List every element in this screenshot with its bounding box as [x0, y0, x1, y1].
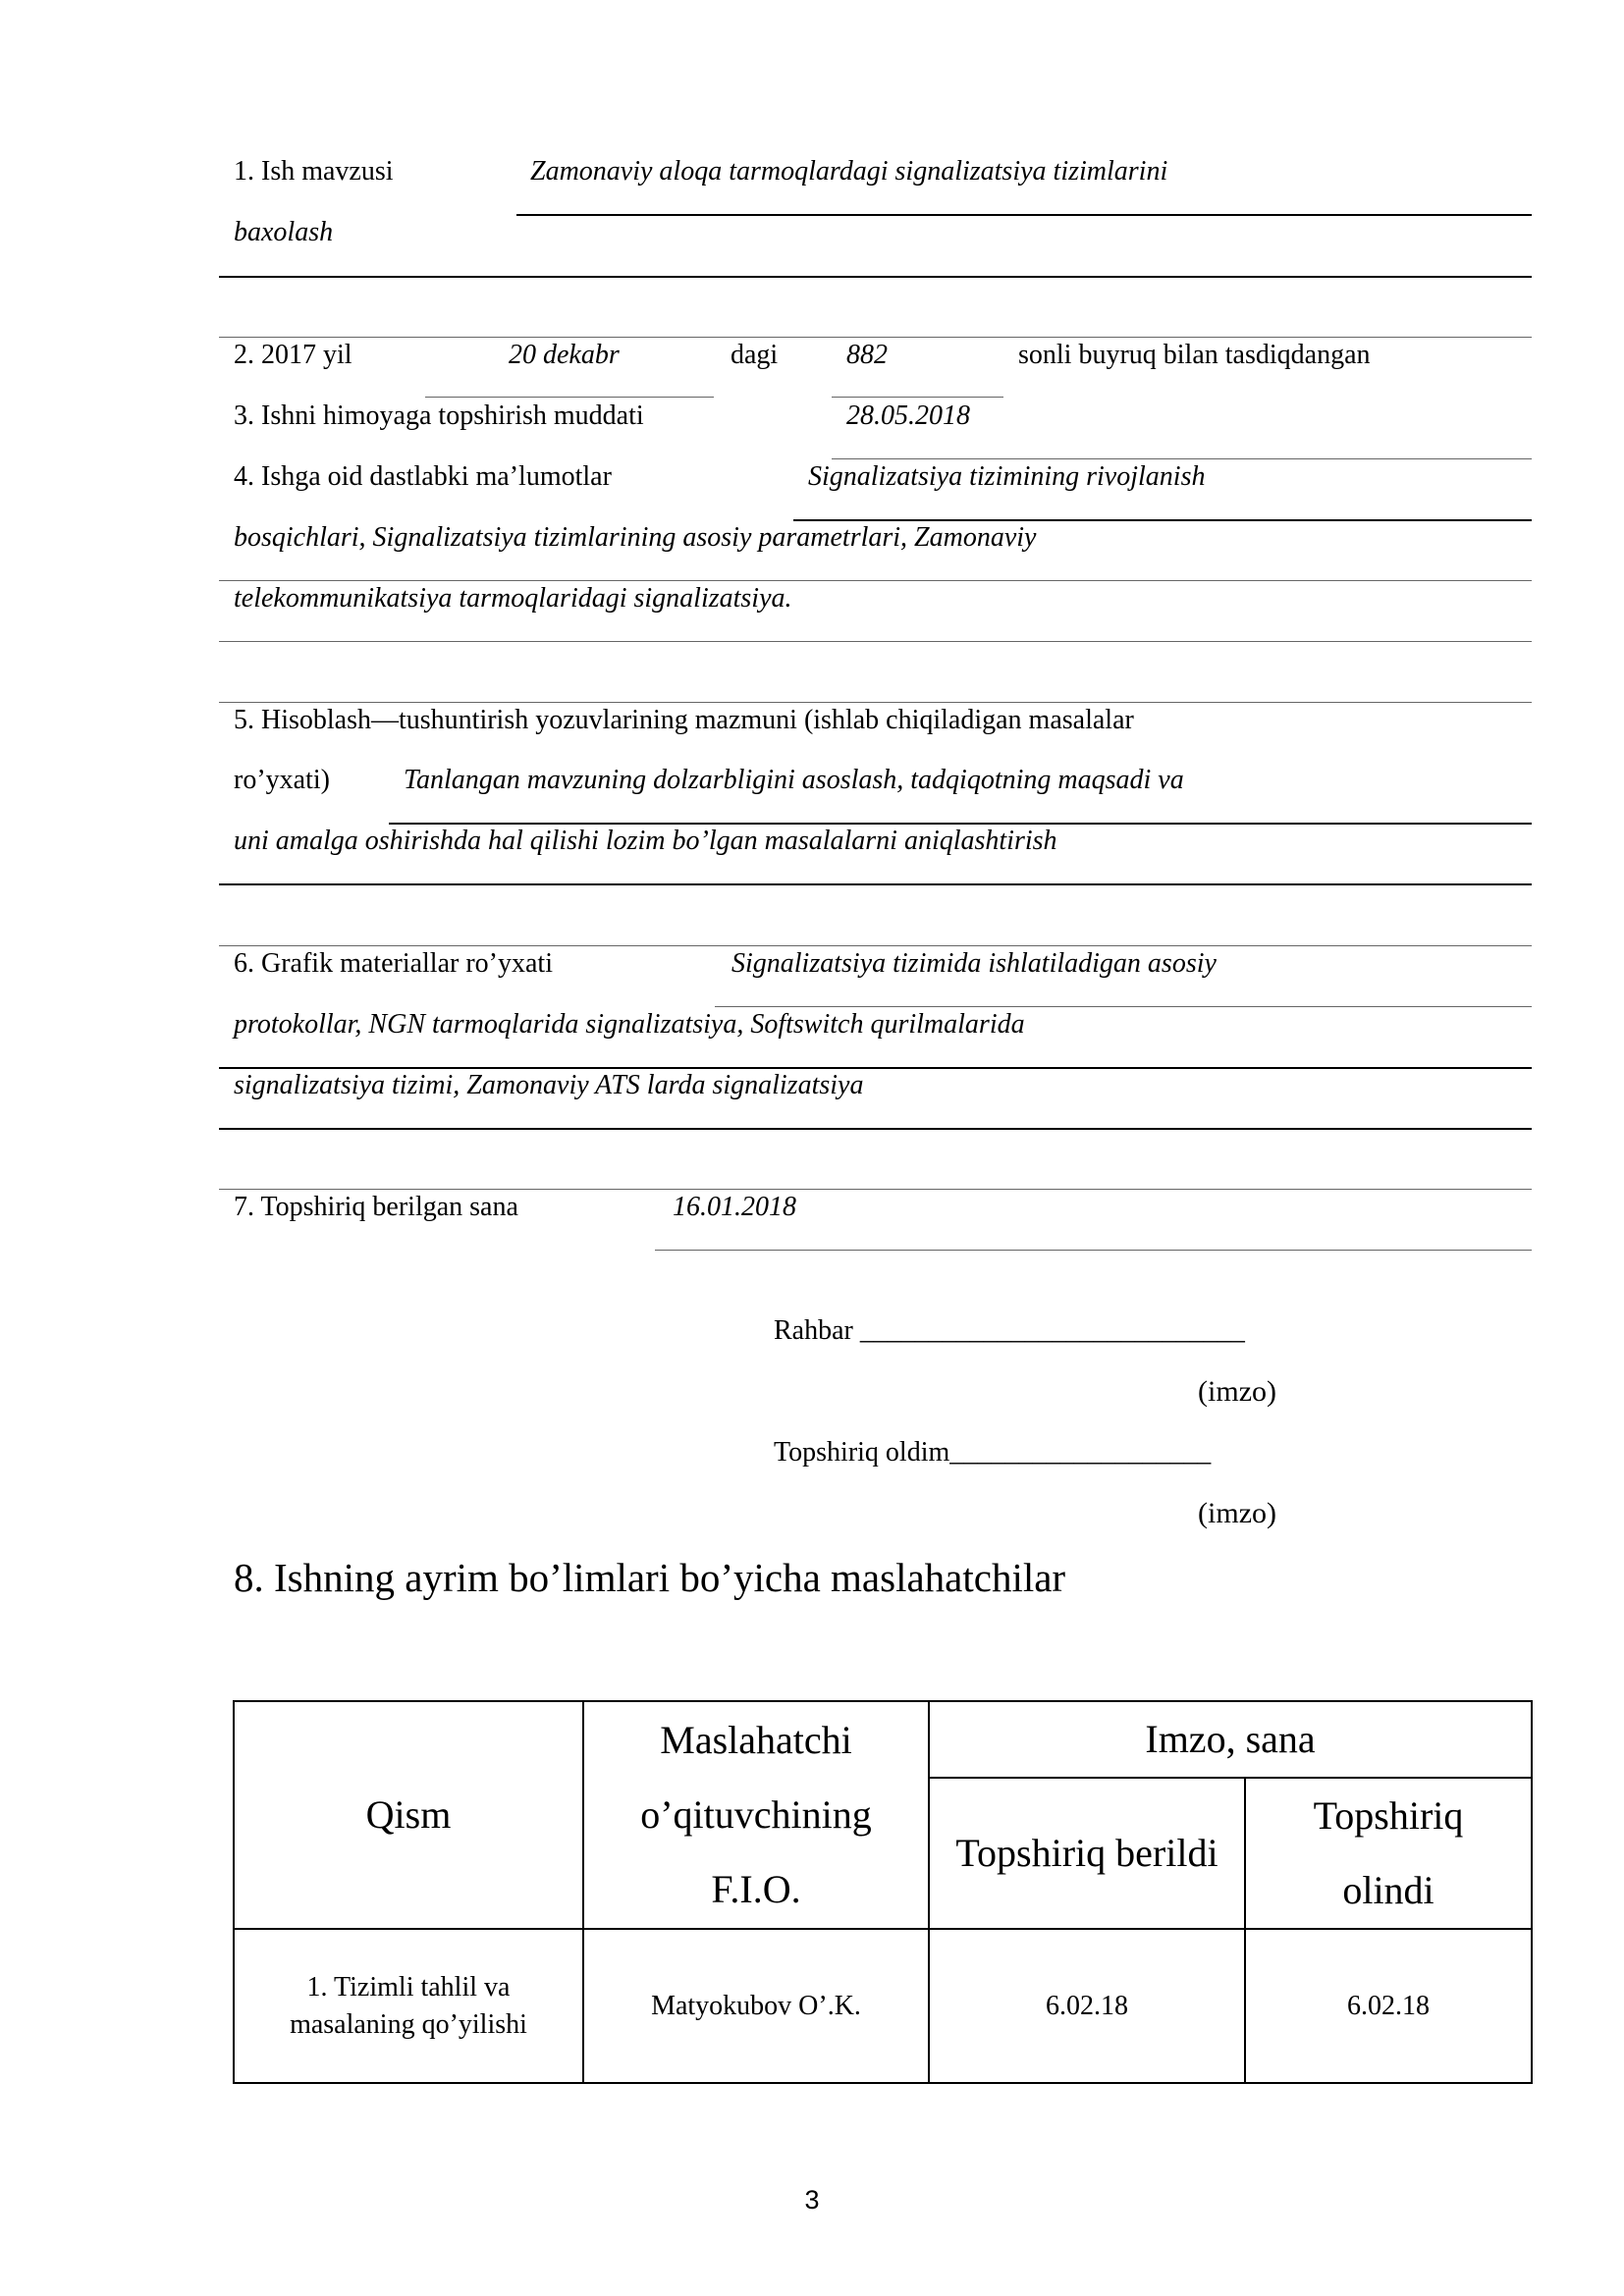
item7-label: 7. Topshiriq berilgan sana [234, 1192, 518, 1222]
item6-underline-3 [219, 1128, 1532, 1130]
item7-value: 16.01.2018 [673, 1192, 796, 1222]
page-number: 3 [804, 2185, 820, 2215]
item2-dagi: dagi [731, 340, 779, 370]
row1-qism [234, 1929, 583, 2083]
item2-date-underline [425, 397, 714, 398]
item2-suffix: sonli buyruq bilan tasdiqdangan [1018, 340, 1371, 370]
item4-underline-3 [219, 641, 1532, 642]
item2-year-label: 2. 2017 yil [234, 340, 352, 370]
item1-underline-2 [219, 276, 1532, 278]
row1-qism-line2: masalaning qo’yilishi [290, 2008, 527, 2040]
item6-underline-2 [219, 1067, 1532, 1069]
topshiriq-oldim-signature-line: Topshiriq oldim___________________ [774, 1437, 1212, 1468]
item5-underline-2 [219, 883, 1532, 885]
item4-value-line1: Signalizatsiya tizimining rivojlanish [808, 461, 1206, 492]
item3-underline [832, 458, 1532, 459]
item3-label: 3. Ishni himoyaga topshirish muddati [234, 400, 644, 431]
item1-value-line1: Zamonaviy aloqa tarmoqlardagi signalizatsiya tizimlarini [530, 156, 1168, 187]
header-olindi-line2: olindi [1342, 1868, 1435, 1912]
item6-value-line3: signalizatsiya tizimi, Zamonaviy ATS larda signalizatsiya [234, 1070, 864, 1100]
row1-berildi: 6.02.18 [929, 1929, 1245, 2083]
header-maslahatchi-line1: Maslahatchi [660, 1718, 852, 1762]
header-maslahatchi [583, 1701, 929, 1929]
item4-underline-1 [793, 519, 1532, 521]
header-imzo-sana [929, 1701, 1532, 1778]
row1-maslahatchi: Matyokubov O’.K. [583, 1929, 929, 2083]
item2-order-number: 882 [846, 340, 888, 370]
item5-value-line1: Tanlangan mavzuning dolzarbligini asoslash, tadqiqotning maqsadi va [404, 765, 1184, 795]
item6-underline-1 [715, 1006, 1532, 1007]
header-qism-label: Qism [365, 1792, 452, 1837]
header-olindi [1245, 1778, 1532, 1929]
item6-value-line1: Signalizatsiya tizimida ishlatiladigan asosiy [731, 948, 1217, 979]
item1-label: 1. Ish mavzusi [234, 156, 394, 187]
row1-olindi: 6.02.18 [1245, 1929, 1532, 2083]
item6-label: 6. Grafik materiallar ro’yxati [234, 948, 553, 979]
header-imzo-sana-label: Imzo, sana [1145, 1717, 1316, 1761]
item6-value-line2: protokollar, NGN tarmoqlarida signalizatsiya, Softswitch qurilmalarida [234, 1009, 1025, 1040]
topshiriq-imzo-caption: (imzo) [1198, 1497, 1276, 1529]
item2-number-underline [832, 397, 1003, 398]
table-row [234, 1929, 1532, 2083]
separator-line-4 [219, 1189, 1532, 1190]
separator-line-1 [219, 337, 1532, 338]
item1-value-line2: baxolash [234, 217, 334, 247]
header-olindi-line1: Topshiriq [1313, 1793, 1464, 1838]
separator-line-2 [219, 702, 1532, 703]
item4-value-line2: bosqichlari, Signalizatsiya tizimlarining asosiy parametrlari, Zamonaviy [234, 522, 1037, 553]
item1-underline-1 [516, 214, 1532, 216]
item4-underline-2 [219, 580, 1532, 581]
rahbar-imzo-caption: (imzo) [1198, 1375, 1276, 1408]
item4-value-line3: telekommunikatsiya tarmoqlaridagi signalizatsiya. [234, 583, 792, 614]
item2-date-value: 20 dekabr [509, 340, 620, 370]
header-qism [234, 1701, 583, 1929]
item4-label: 4. Ishga oid dastlabki ma’lumotlar [234, 461, 612, 492]
item5-underline-1 [389, 823, 1532, 825]
rahbar-signature-line: Rahbar ____________________________ [774, 1315, 1245, 1346]
row1-qism-line1: 1. Tizimli tahlil va [306, 1971, 511, 2002]
section8-heading: 8. Ishning ayrim bo’limlari bo’yicha maslahatchilar [234, 1555, 1066, 1600]
item5-label-line2: ro’yxati) [234, 765, 330, 795]
item5-label-line1: 5. Hisoblash—tushuntirish yozuvlarining mazmuni (ishlab chiqiladigan masalalar [234, 705, 1134, 735]
item5-value-line2: uni amalga oshirishda hal qilishi lozim bo’lgan masalalarni aniqlashtirish [234, 826, 1057, 856]
separator-line-3 [219, 945, 1532, 946]
item7-underline [655, 1250, 1532, 1251]
header-maslahatchi-line2: o’qituvchining [640, 1792, 872, 1837]
item3-value: 28.05.2018 [846, 400, 970, 431]
header-maslahatchi-line3: F.I.O. [711, 1867, 801, 1911]
header-berildi-label: Topshiriq berildi [955, 1831, 1218, 1875]
header-berildi [929, 1778, 1245, 1929]
consultants-table [233, 1700, 1533, 2084]
